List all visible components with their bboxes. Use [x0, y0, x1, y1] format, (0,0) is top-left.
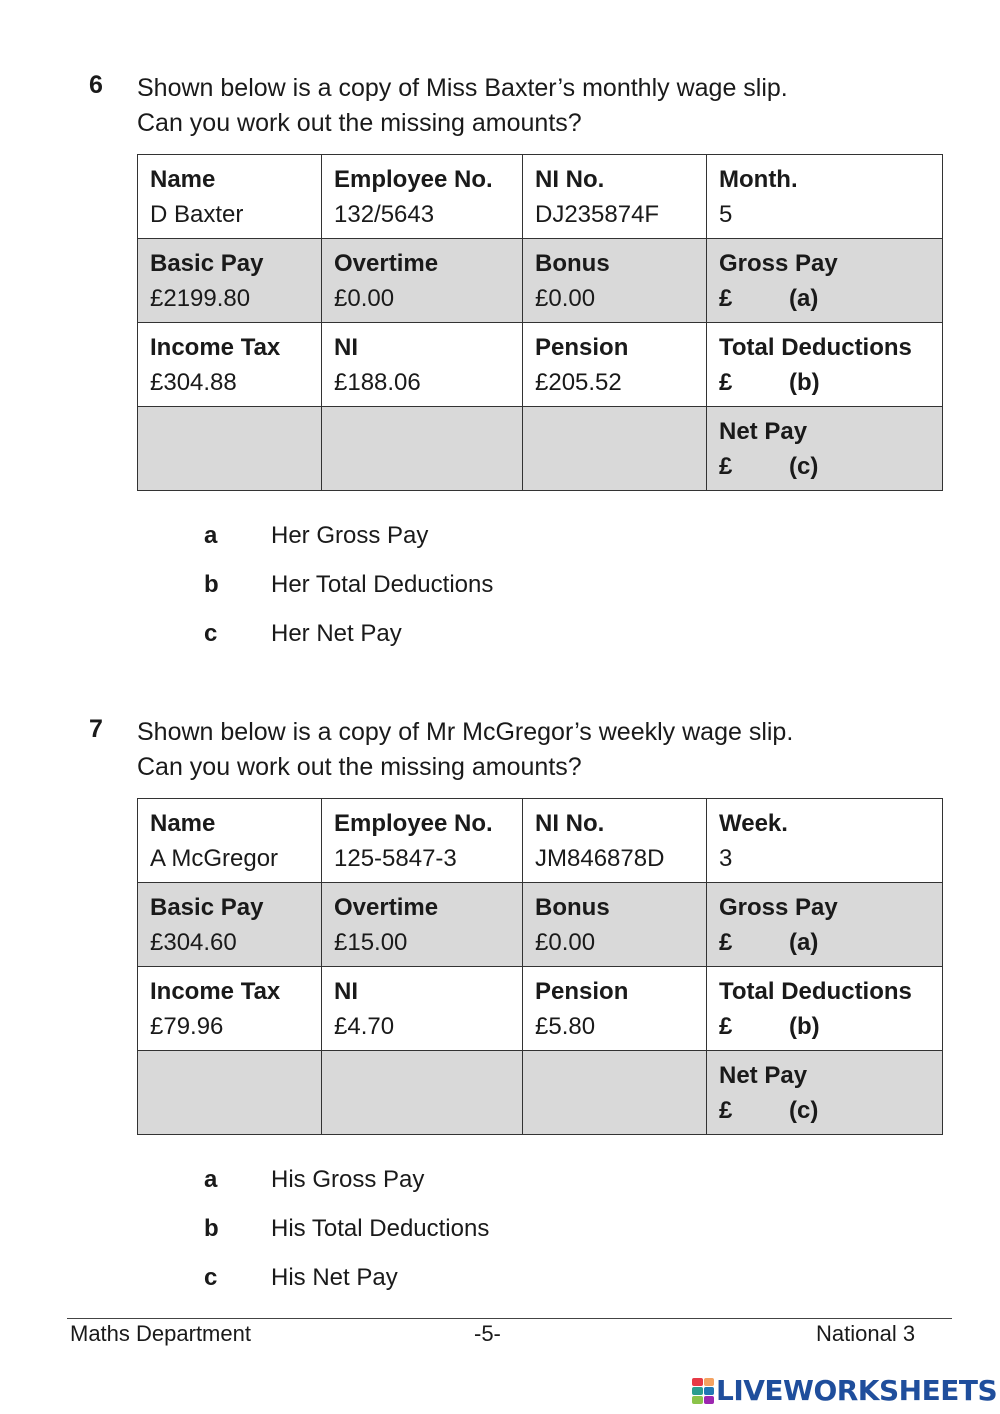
- slip-cell-label: Pension: [535, 333, 629, 361]
- slip-cell-label: Pension: [535, 977, 629, 1005]
- slip-cell-label: Gross Pay: [719, 249, 838, 277]
- slip-cell: [707, 1051, 943, 1135]
- blank-label: (b): [789, 1012, 820, 1040]
- slip-cell-label: Basic Pay: [150, 249, 264, 277]
- sub-question-text: Her Net Pay: [271, 620, 402, 647]
- slip-row: [138, 883, 943, 967]
- missing-amount: [719, 1009, 942, 1044]
- slip-cell-label: Employee No.: [334, 165, 493, 193]
- blank-label: (a): [789, 284, 819, 312]
- blank-label: (c): [789, 1096, 819, 1124]
- sub-question-letter: c: [204, 620, 218, 647]
- sub-question-letter: a: [204, 1166, 218, 1193]
- slip-row: [138, 407, 943, 491]
- slip-cell-value: 3: [719, 844, 733, 872]
- slip-cell-value: JM846878D: [535, 844, 665, 872]
- slip-cell: [523, 1051, 707, 1135]
- slip-cell: [322, 967, 523, 1051]
- slip-cell-label: Month.: [719, 165, 798, 193]
- slip-cell-label: NI: [334, 977, 358, 1005]
- slip-cell: [523, 239, 707, 323]
- footer-level: National 3: [816, 1321, 916, 1346]
- slip-cell: [138, 883, 322, 967]
- sub-question-text: His Net Pay: [271, 1264, 398, 1291]
- pound-sign: £: [719, 452, 733, 480]
- slip-cell-value: £2199.80: [150, 284, 251, 312]
- slip-cell-value: £0.00: [535, 928, 596, 956]
- slip-cell-label: Overtime: [334, 893, 439, 921]
- slip-cell-label: NI No.: [535, 809, 605, 837]
- slip-cell-value: £0.00: [535, 284, 596, 312]
- wage-slip-table: [137, 798, 943, 1135]
- brand-text: LIVEWORKSHEETS: [716, 1374, 998, 1407]
- sub-question-letter: b: [204, 571, 219, 598]
- slip-cell-value: £79.96: [150, 1012, 224, 1040]
- question-line-1: Shown below is a copy of Miss Baxter’s monthly wage slip.: [137, 74, 788, 102]
- slip-cell-value: £304.60: [150, 928, 237, 956]
- slip-cell-value: £0.00: [334, 284, 395, 312]
- slip-cell: [138, 407, 322, 491]
- slip-cell-value: 125-5847-3: [334, 844, 457, 872]
- slip-cell: [138, 799, 322, 883]
- slip-cell-value: £188.06: [334, 368, 421, 396]
- slip-cell: [138, 1051, 322, 1135]
- sub-question-text: Her Total Deductions: [271, 571, 494, 598]
- slip-cell-label: Income Tax: [150, 333, 281, 361]
- pound-sign: £: [719, 1096, 733, 1124]
- question-number: 7: [89, 715, 103, 743]
- slip-cell: [138, 239, 322, 323]
- footer-divider: [67, 1318, 952, 1319]
- slip-cell: [322, 407, 523, 491]
- slip-cell: [322, 239, 523, 323]
- slip-cell-label: Total Deductions: [719, 977, 912, 1005]
- slip-cell-label: Bonus: [535, 249, 610, 277]
- sub-question-letter: c: [204, 1264, 218, 1291]
- slip-cell: [523, 799, 707, 883]
- sub-question-text: His Gross Pay: [271, 1166, 425, 1193]
- slip-cell-label: Net Pay: [719, 1061, 808, 1089]
- slip-cell-label: Gross Pay: [719, 893, 838, 921]
- slip-row: [138, 967, 943, 1051]
- slip-cell-value: DJ235874F: [535, 200, 660, 228]
- slip-cell: [523, 407, 707, 491]
- slip-row: [138, 155, 943, 239]
- slip-cell: [707, 155, 943, 239]
- slip-cell-value: £304.88: [150, 368, 237, 396]
- slip-cell-label: Bonus: [535, 893, 610, 921]
- slip-cell-label: NI No.: [535, 165, 605, 193]
- slip-cell: [707, 967, 943, 1051]
- question-line-1: Shown below is a copy of Mr McGregor’s weekly wage slip.: [137, 718, 794, 746]
- missing-amount: [719, 365, 942, 400]
- slip-cell: [707, 883, 943, 967]
- slip-cell: [707, 799, 943, 883]
- slip-cell-value: £4.70: [334, 1012, 395, 1040]
- slip-cell: [322, 799, 523, 883]
- sub-question-letter: b: [204, 1215, 219, 1242]
- question-number: 6: [89, 71, 103, 99]
- slip-cell: [707, 407, 943, 491]
- footer-page-number: -5-: [474, 1321, 501, 1346]
- liveworksheets-brand: [692, 1374, 997, 1407]
- question-line-2: Can you work out the missing amounts?: [137, 753, 582, 781]
- missing-amount: [719, 925, 942, 960]
- pound-sign: £: [719, 368, 733, 396]
- slip-cell: [138, 967, 322, 1051]
- slip-cell-value: A McGregor: [150, 844, 279, 872]
- missing-amount: [719, 1093, 942, 1128]
- liveworksheets-logo-icon: [692, 1378, 714, 1404]
- missing-amount: [719, 449, 942, 484]
- slip-cell-value: 5: [719, 200, 733, 228]
- slip-cell-label: Name: [150, 165, 216, 193]
- slip-cell: [322, 1051, 523, 1135]
- slip-cell-label: NI: [334, 333, 358, 361]
- slip-cell-value: D Baxter: [150, 200, 244, 228]
- sub-question-text: His Total Deductions: [271, 1215, 490, 1242]
- missing-amount: [719, 281, 942, 316]
- wage-slip-table: [137, 154, 943, 491]
- sub-question-text: Her Gross Pay: [271, 522, 429, 549]
- slip-cell: [707, 239, 943, 323]
- slip-cell: [138, 323, 322, 407]
- blank-label: (a): [789, 928, 819, 956]
- pound-sign: £: [719, 928, 733, 956]
- sub-question-letter: a: [204, 522, 218, 549]
- slip-cell-label: Total Deductions: [719, 333, 912, 361]
- slip-row: [138, 799, 943, 883]
- slip-cell: [523, 967, 707, 1051]
- slip-cell-value: £205.52: [535, 368, 622, 396]
- footer-department: Maths Department: [70, 1321, 251, 1346]
- slip-cell-label: Name: [150, 809, 216, 837]
- pound-sign: £: [719, 1012, 733, 1040]
- slip-cell: [322, 883, 523, 967]
- slip-cell: [322, 155, 523, 239]
- blank-label: (c): [789, 452, 819, 480]
- slip-cell-value: 132/5643: [334, 200, 435, 228]
- blank-label: (b): [789, 368, 820, 396]
- slip-cell-label: Income Tax: [150, 977, 281, 1005]
- slip-cell-label: Overtime: [334, 249, 439, 277]
- slip-cell: [523, 323, 707, 407]
- slip-row: [138, 323, 943, 407]
- slip-cell-value: £15.00: [334, 928, 408, 956]
- question-line-2: Can you work out the missing amounts?: [137, 109, 582, 137]
- slip-cell: [138, 155, 322, 239]
- slip-cell: [707, 323, 943, 407]
- slip-cell: [523, 155, 707, 239]
- slip-cell-label: Basic Pay: [150, 893, 264, 921]
- pound-sign: £: [719, 284, 733, 312]
- slip-cell-label: Employee No.: [334, 809, 493, 837]
- slip-cell-label: Net Pay: [719, 417, 808, 445]
- slip-cell-label: Week.: [719, 809, 788, 837]
- slip-row: [138, 1051, 943, 1135]
- slip-cell-value: £5.80: [535, 1012, 596, 1040]
- slip-row: [138, 239, 943, 323]
- slip-cell: [322, 323, 523, 407]
- slip-cell: [523, 883, 707, 967]
